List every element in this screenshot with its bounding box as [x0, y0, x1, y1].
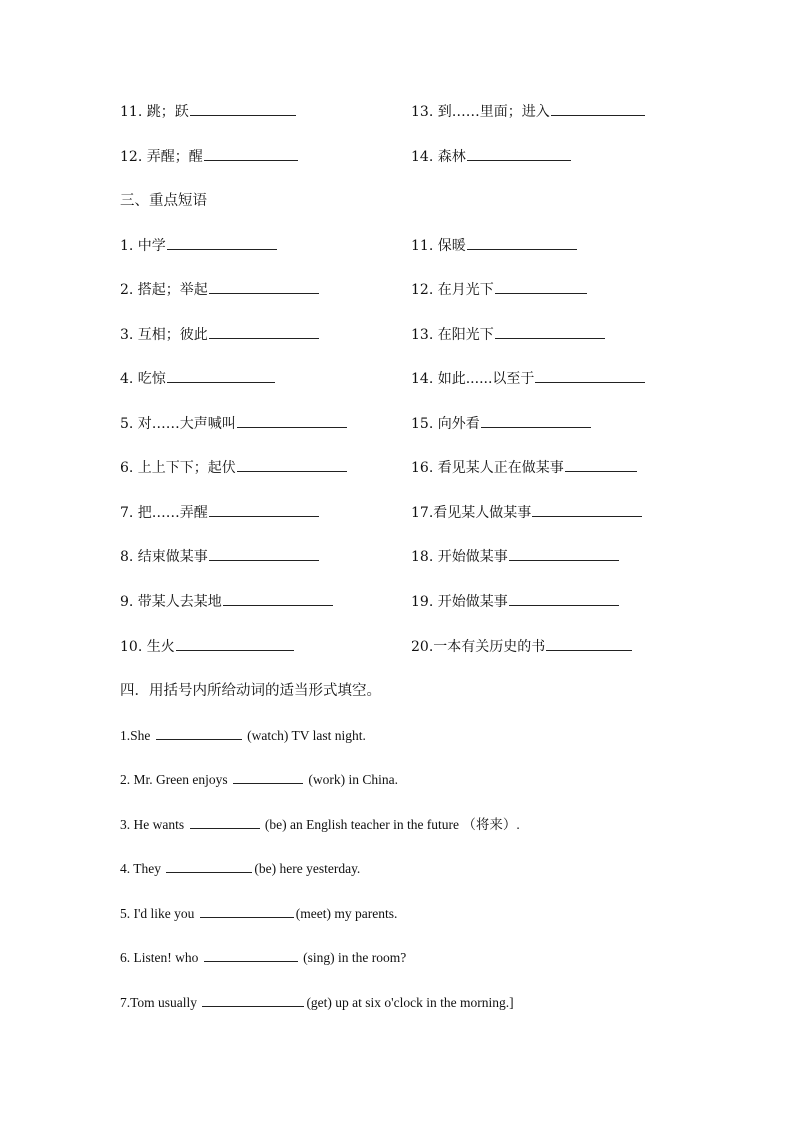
- vocab-row: [120, 146, 700, 170]
- answer-blank[interactable]: [546, 636, 632, 651]
- phrase-row: [120, 279, 700, 303]
- phrase-row: [120, 591, 700, 615]
- phrase-item: 4. 吃惊: [120, 368, 275, 390]
- phrase-item: 15. 向外看: [411, 413, 591, 435]
- answer-blank[interactable]: [233, 770, 303, 784]
- phrase-item: 10. 生火: [120, 636, 294, 658]
- phrase-item: 9. 带某人去某地: [120, 591, 333, 613]
- answer-blank[interactable]: [551, 101, 645, 116]
- phrase-row: [120, 546, 700, 570]
- phrase-row: [120, 457, 700, 481]
- phrase-item: 1. 中学: [120, 235, 277, 257]
- answer-blank[interactable]: [509, 591, 619, 606]
- answer-blank[interactable]: [509, 546, 619, 561]
- answer-blank[interactable]: [204, 146, 298, 161]
- phrase-item: 18. 开始做某事: [411, 546, 619, 568]
- answer-blank[interactable]: [209, 324, 319, 339]
- exercise-sentence: 6. Listen! who (sing) in the room?: [120, 950, 407, 965]
- answer-blank[interactable]: [176, 636, 294, 651]
- phrase-row: [120, 502, 700, 526]
- answer-blank[interactable]: [495, 324, 605, 339]
- vocab-item: 12. 弄醒；醒: [120, 146, 298, 168]
- phrase-item: 14. 如此......以至于: [411, 368, 645, 390]
- answer-blank[interactable]: [467, 146, 571, 161]
- phrase-item: 8. 结束做某事: [120, 546, 319, 568]
- phrase-item: 12. 在月光下: [411, 279, 587, 301]
- answer-blank[interactable]: [190, 101, 296, 116]
- phrase-item: 2. 搭起；举起: [120, 279, 319, 301]
- vocab-row: [120, 101, 700, 125]
- answer-blank[interactable]: [190, 815, 260, 829]
- phrase-item: 17.看见某人做某事: [411, 502, 642, 524]
- answer-blank[interactable]: [204, 948, 298, 962]
- exercise-sentence: 1.She (watch) TV last night.: [120, 728, 366, 743]
- phrase-item: 7. 把……弄醒: [120, 502, 319, 524]
- phrase-item: 16. 看见某人正在做某事: [411, 457, 637, 479]
- phrase-item: 20.一本有关历史的书: [411, 636, 632, 658]
- section-heading: 三、重点短语: [120, 193, 207, 209]
- phrase-item: 19. 开始做某事: [411, 591, 619, 613]
- answer-blank[interactable]: [481, 413, 591, 428]
- answer-blank[interactable]: [237, 457, 347, 472]
- answer-blank[interactable]: [209, 546, 319, 561]
- exercise-sentence: 7.Tom usually (get) up at six o'clock in the morning.]: [120, 995, 514, 1010]
- phrase-item: 11. 保暖: [411, 235, 577, 257]
- answer-blank[interactable]: [202, 993, 304, 1007]
- answer-blank[interactable]: [209, 279, 319, 294]
- answer-blank[interactable]: [467, 235, 577, 250]
- answer-blank[interactable]: [167, 235, 277, 250]
- answer-blank[interactable]: [200, 904, 294, 918]
- vocab-item: 11. 跳；跃: [120, 101, 296, 123]
- answer-blank[interactable]: [209, 502, 319, 517]
- exercise-sentence: 4. They (be) here yesterday.: [120, 861, 361, 876]
- answer-blank[interactable]: [156, 726, 242, 740]
- phrase-row: [120, 636, 700, 660]
- answer-blank[interactable]: [535, 368, 645, 383]
- answer-blank[interactable]: [237, 413, 347, 428]
- phrase-row: [120, 413, 700, 437]
- phrase-item: 6. 上上下下；起伏: [120, 457, 347, 479]
- vocab-item: 13. 到……里面；进入: [411, 101, 645, 123]
- answer-blank[interactable]: [495, 279, 587, 294]
- phrase-item: 13. 在阳光下: [411, 324, 605, 346]
- answer-blank[interactable]: [223, 591, 333, 606]
- answer-blank[interactable]: [532, 502, 642, 517]
- phrase-row: [120, 235, 700, 259]
- answer-blank[interactable]: [166, 859, 252, 873]
- exercise-sentence: 2. Mr. Green enjoys (work) in China.: [120, 772, 398, 787]
- exercise-sentence: 3. He wants (be) an English teacher in the future （将来）.: [120, 817, 520, 832]
- vocab-item: 14. 森林: [411, 146, 571, 168]
- phrase-row: [120, 368, 700, 392]
- section-heading: 四．用括号内所给动词的适当形式填空。: [120, 683, 381, 699]
- phrase-item: 3. 互相；彼此: [120, 324, 319, 346]
- phrase-item: 5. 对……大声喊叫: [120, 413, 347, 435]
- phrase-row: [120, 324, 700, 348]
- exercise-sentence: 5. I'd like you (meet) my parents.: [120, 906, 398, 921]
- answer-blank[interactable]: [565, 457, 637, 472]
- answer-blank[interactable]: [167, 368, 275, 383]
